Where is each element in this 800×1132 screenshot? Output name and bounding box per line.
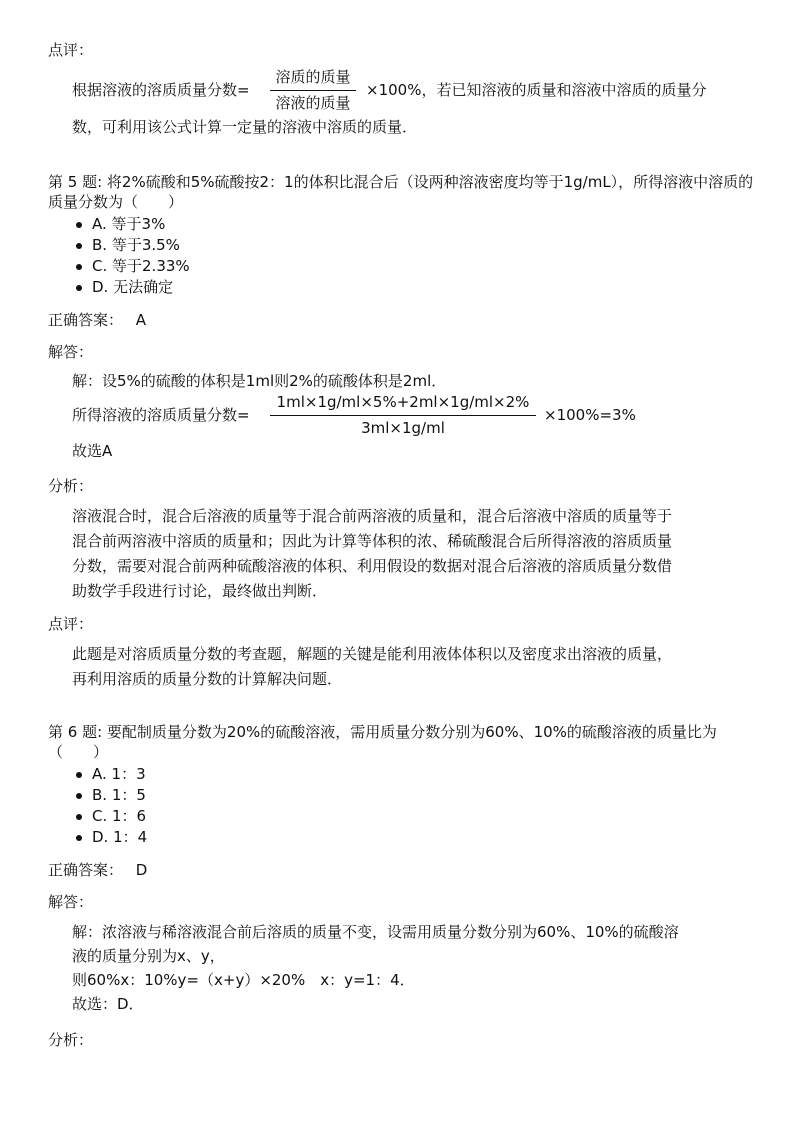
comment-label: 点评： [48, 41, 94, 59]
answer-label: 正确答案： [48, 861, 124, 879]
comment-line: 此题是对溶质质量分数的考查题，解题的关键是能利用液体体积以及密度求出溶液的质量， [72, 645, 673, 663]
formula-prefix: 根据溶液的溶质质量分数= [72, 81, 250, 99]
solution-label: 解答： [48, 893, 94, 911]
solution-line: 则60%x：10%y=（x+y）×20% x：y=1：4． [72, 971, 415, 989]
question-6-text: 第 6 题: 要配制质量分数为20%的硫酸溶液，需用质量分数分别为60%、10%的硫酸溶液的质量比为（ ） [48, 723, 717, 761]
answer-value: A [135, 311, 147, 329]
formula-suffix: ×100%=3% [544, 406, 636, 424]
formula-denominator: 3ml×1g/ml [361, 419, 445, 437]
analysis-line: 溶液混合时，混合后溶液的质量等于混合前两溶液的质量和，混合后溶液中溶质的质量等于 [72, 507, 673, 525]
analysis-line: 混合前两溶液中溶质的质量和；因此为计算等体积的浓、稀硫酸混合后所得溶液的溶质质量 [72, 532, 673, 550]
question-6-options [48, 764, 147, 848]
option-a: A. 1：3 [48, 764, 147, 785]
solution-line: 液的质量分别为x、y， [72, 947, 225, 965]
solution-text [72, 920, 772, 1016]
formula-suffix: ×100%，若已知溶液的质量和溶液中溶质的质量分 [366, 81, 707, 99]
formula-prefix: 所得溶液的溶质质量分数= [72, 406, 250, 424]
mixing-fraction-formula [270, 392, 536, 438]
option-c: C. 等于2.33% [48, 256, 190, 277]
answer-label: 正确答案： [48, 311, 124, 329]
answer-row [48, 310, 146, 330]
option-c: C. 1：6 [48, 806, 147, 827]
analysis-line: 助数学手段进行讨论，最终做出判断． [72, 582, 328, 600]
analysis-label: 分析： [48, 477, 94, 495]
analysis-label: 分析： [48, 1031, 94, 1049]
formula-numerator: 1ml×1g/ml×5%+2ml×1g/ml×2% [270, 392, 536, 416]
comment-text [72, 642, 772, 692]
solution-line: 解：设5%的硫酸的体积是1ml则2%的硫酸体积是2ml． [72, 372, 447, 390]
option-d: D. 1：4 [48, 827, 147, 848]
solution-conclusion: 故选A [72, 442, 113, 460]
option-d: D. 无法确定 [48, 277, 190, 298]
solution-label: 解答： [48, 343, 94, 361]
solution-line: 解：浓溶液与稀溶液混合前后溶质的质量不变，设需用质量分数分别为60%、10%的硫酸溶 [72, 923, 679, 941]
mass-fraction-formula [270, 67, 356, 113]
question-5-text: 第 5 题: 将2%硫酸和5%硫酸按2：1的体积比混合后（设两种溶液密度均等于1g/mL），所得溶液中溶质的质量分数为（ ） [48, 173, 754, 211]
answer-value: D [135, 861, 148, 879]
option-b: B. 等于3.5% [48, 235, 190, 256]
question-5-options [48, 214, 190, 298]
analysis-text [72, 504, 772, 604]
option-b: B. 1：5 [48, 785, 147, 806]
answer-row [48, 860, 147, 880]
analysis-line: 分数，需要对混合前两种硫酸溶液的体积、利用假设的数据对混合后溶液的溶质质量分数借 [72, 557, 673, 575]
formula-numerator: 溶质的质量 [270, 67, 356, 91]
solution-line: 故选：D． [72, 995, 144, 1013]
comment-label: 点评： [48, 615, 94, 633]
option-a: A. 等于3% [48, 214, 190, 235]
comment-line: 再利用溶质的质量分数的计算解决问题． [72, 670, 343, 688]
formula-denominator: 溶液的质量 [275, 94, 351, 112]
formula-continuation: 数，可利用该公式计算一定量的溶液中溶质的质量． [72, 118, 418, 136]
